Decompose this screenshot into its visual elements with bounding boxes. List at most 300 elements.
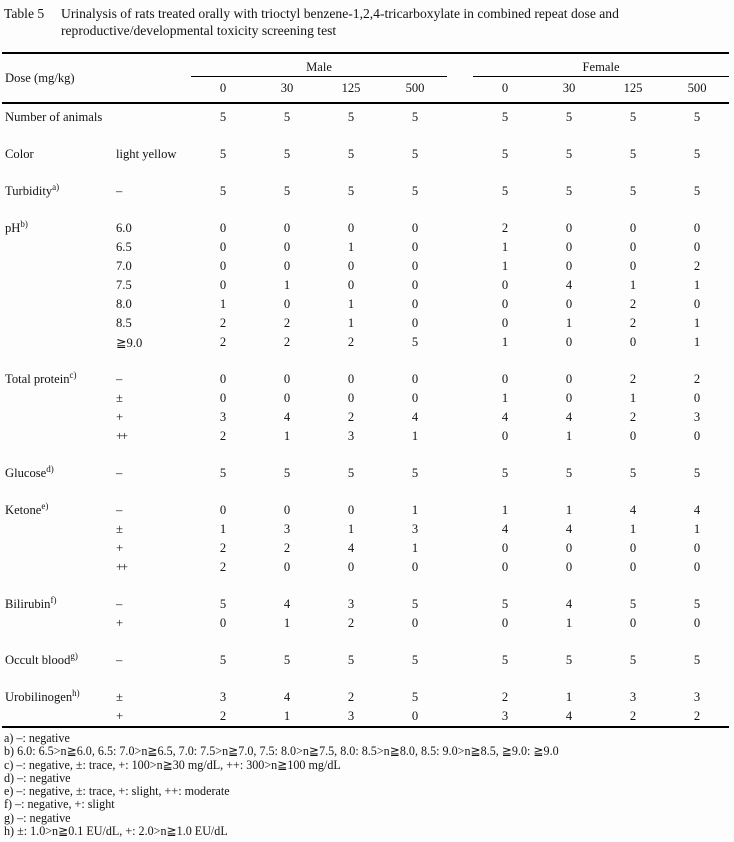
male-group-header: Male (191, 53, 447, 77)
value-cell: 3 (629, 690, 637, 704)
group-header-row (2, 53, 729, 77)
parameter-label (2, 314, 116, 333)
value-cell: 0 (283, 560, 291, 574)
value-cell: 0 (411, 372, 419, 386)
value-cell: 0 (565, 297, 573, 311)
category-label: + (116, 616, 124, 630)
category-label: ± (116, 690, 123, 704)
category-label: – (116, 466, 123, 480)
value-cell: 2 (501, 221, 509, 235)
value-cell: 0 (347, 560, 355, 574)
category-label: + (116, 541, 124, 555)
value-cell: 3 (219, 410, 227, 424)
value-cell: 0 (219, 372, 227, 386)
value-cell: 0 (501, 616, 509, 630)
parameter-label: $pH^{b)}$ (5, 218, 28, 235)
value-cell: 1 (283, 616, 291, 630)
footnote-marker: a) (52, 181, 60, 192)
value-cell: 0 (501, 372, 509, 386)
value-cell: 5 (283, 184, 291, 198)
value-cell: 2 (219, 335, 227, 349)
category-label: ++ (116, 429, 126, 443)
category-label: ± (116, 391, 123, 405)
value-cell: 0 (693, 297, 701, 311)
table-row (2, 688, 729, 707)
category-label (116, 103, 191, 127)
value-cell: 4 (283, 597, 291, 611)
value-cell: 0 (411, 560, 419, 574)
group-gap-row (2, 446, 729, 464)
table-row (2, 276, 729, 295)
value-cell: 5 (629, 653, 637, 667)
parameter-label (2, 333, 116, 352)
value-cell: 1 (283, 709, 291, 723)
value-cell: 3 (693, 410, 701, 424)
value-cell: 5 (411, 110, 419, 124)
value-cell: 2 (219, 541, 227, 555)
dose-column-header-female-30: 30 (537, 77, 601, 104)
parameter-label: Bilirubin$^{f)}$ (5, 594, 57, 611)
value-cell: 5 (347, 147, 355, 161)
value-cell: 4 (565, 410, 573, 424)
table-row (2, 219, 729, 238)
value-cell: 0 (219, 278, 227, 292)
table-row (2, 389, 729, 408)
parameter-label: Number of animals (5, 110, 103, 124)
category-label: ± (116, 522, 123, 536)
table-row (2, 427, 729, 446)
column-spacer (447, 103, 473, 127)
table-title (61, 5, 732, 39)
value-cell: 5 (219, 653, 227, 667)
value-cell: 5 (283, 653, 291, 667)
value-cell: 1 (565, 690, 573, 704)
value-cell: 0 (411, 259, 419, 273)
value-cell: 5 (411, 184, 419, 198)
parameter-label: Turbidity$^{a)}$ (5, 181, 60, 198)
value-cell: 0 (411, 709, 419, 723)
table-row (2, 295, 729, 314)
value-cell: 5 (411, 466, 419, 480)
value-cell: 0 (501, 541, 509, 555)
group-gap-row (2, 633, 729, 651)
value-cell: 0 (411, 616, 419, 630)
parameter-label: Total protein$^{c)}$ (5, 369, 77, 386)
table-row (2, 408, 729, 427)
group-gap-row (2, 352, 729, 370)
table-row (2, 651, 729, 670)
parameter-label (2, 238, 116, 257)
value-cell: 0 (629, 240, 637, 254)
column-spacer (447, 707, 473, 727)
parameter-label (2, 389, 116, 408)
parameter-label: Ketone$^{e)}$ (5, 500, 49, 517)
value-cell: 5 (693, 184, 701, 198)
value-cell: 0 (693, 429, 701, 443)
value-cell: 0 (283, 221, 291, 235)
category-label: + (116, 410, 124, 424)
value-cell: 0 (219, 616, 227, 630)
value-cell: 2 (347, 616, 355, 630)
footnote-marker: b) (20, 218, 28, 229)
table-row (2, 314, 729, 333)
value-cell: 2 (347, 690, 355, 704)
value-cell: 5 (565, 184, 573, 198)
value-cell: 0 (219, 259, 227, 273)
parameter-label (2, 408, 116, 427)
value-cell: 0 (501, 560, 509, 574)
footnote: g) –: negative (4, 810, 71, 825)
table-title-line-1: Urinalysis of rats treated orally with trioctyl benzene-1,2,4-tricarboxylate in combined repeat dose and (61, 6, 619, 21)
table-row (2, 614, 729, 633)
value-cell: 3 (693, 690, 701, 704)
value-cell: 5 (565, 110, 573, 124)
value-cell: 0 (693, 560, 701, 574)
table-row (2, 707, 729, 727)
value-cell: 4 (565, 597, 573, 611)
column-spacer (447, 182, 473, 201)
column-spacer (447, 539, 473, 558)
value-cell: 2 (219, 560, 227, 574)
table-title-line-2: reproductive/developmental toxicity screening test (61, 23, 337, 38)
group-gap-row (2, 164, 729, 182)
value-cell: 3 (347, 429, 355, 443)
footnote: c) –: negative, ±: trace, +: 100>n≧30 mg/dL, ++: 300>n≧100 mg/dL (4, 757, 341, 772)
value-cell: 1 (565, 429, 573, 443)
value-cell: 5 (283, 110, 291, 124)
value-cell: 1 (693, 335, 701, 349)
value-cell: 0 (565, 259, 573, 273)
footnote: f) –: negative, +: slight (4, 797, 115, 812)
value-cell: 4 (629, 503, 637, 517)
value-cell: 0 (629, 259, 637, 273)
value-cell: 5 (347, 184, 355, 198)
value-cell: 5 (411, 597, 419, 611)
value-cell: 1 (501, 391, 509, 405)
dose-column-header-male-125: 125 (319, 77, 383, 104)
value-cell: 5 (411, 335, 419, 349)
value-cell: 0 (693, 221, 701, 235)
value-cell: 4 (283, 410, 291, 424)
parameter-label: Glucose$^{d)}$ (5, 463, 54, 480)
value-cell: 1 (219, 522, 227, 536)
value-cell: 0 (629, 221, 637, 235)
value-cell: 2 (693, 259, 701, 273)
value-cell: 2 (219, 429, 227, 443)
value-cell: 2 (347, 410, 355, 424)
value-cell: 0 (629, 560, 637, 574)
value-cell: 1 (501, 335, 509, 349)
value-cell: 0 (693, 240, 701, 254)
value-cell: 1 (219, 297, 227, 311)
value-cell: 5 (565, 147, 573, 161)
value-cell: 0 (501, 316, 509, 330)
value-cell: 5 (219, 184, 227, 198)
value-cell: 1 (693, 316, 701, 330)
table-row (2, 558, 729, 577)
column-spacer (447, 408, 473, 427)
value-cell: 0 (411, 240, 419, 254)
column-spacer (447, 370, 473, 389)
category-label: – (116, 184, 123, 198)
value-cell: 0 (629, 541, 637, 555)
group-gap-row (2, 577, 729, 595)
category-label: ≧9.0 (116, 335, 143, 350)
dose-column-header-male-30: 30 (255, 77, 319, 104)
dose-column-header-male-0: 0 (191, 77, 255, 104)
value-cell: 3 (219, 690, 227, 704)
urinalysis-table (2, 52, 729, 728)
value-cell: 2 (629, 410, 637, 424)
column-spacer (447, 520, 473, 539)
value-cell: 0 (219, 221, 227, 235)
value-cell: 1 (411, 503, 419, 517)
value-cell: 5 (629, 110, 637, 124)
table-row (2, 520, 729, 539)
value-cell: 1 (565, 616, 573, 630)
value-cell: 1 (501, 503, 509, 517)
value-cell: 5 (411, 690, 419, 704)
category-label: – (116, 597, 123, 611)
value-cell: 4 (347, 541, 355, 555)
dose-column-header-female-500: 500 (665, 77, 729, 104)
value-cell: 5 (283, 466, 291, 480)
value-cell: 0 (411, 221, 419, 235)
value-cell: 5 (693, 147, 701, 161)
group-gap-cell (2, 633, 729, 651)
value-cell: 0 (283, 391, 291, 405)
table-row (2, 595, 729, 614)
value-cell: 5 (565, 653, 573, 667)
value-cell: 1 (629, 522, 637, 536)
value-cell: 3 (411, 522, 419, 536)
value-cell: 4 (411, 410, 419, 424)
value-cell: 5 (347, 653, 355, 667)
value-cell: 2 (283, 335, 291, 349)
value-cell: 5 (283, 147, 291, 161)
value-cell: 2 (629, 316, 637, 330)
value-cell: 5 (219, 110, 227, 124)
value-cell: 0 (693, 541, 701, 555)
category-label: light yellow (116, 147, 177, 161)
value-cell: 5 (693, 597, 701, 611)
value-cell: 2 (629, 372, 637, 386)
category-label: ++ (116, 560, 126, 574)
value-cell: 2 (347, 335, 355, 349)
value-cell: 4 (565, 278, 573, 292)
value-cell: 2 (219, 316, 227, 330)
parameter-label (2, 707, 116, 727)
value-cell: 2 (629, 297, 637, 311)
group-gap-cell (2, 352, 729, 370)
column-spacer (447, 688, 473, 707)
column-spacer (447, 501, 473, 520)
footnote-marker: c) (69, 369, 77, 380)
value-cell: 3 (347, 709, 355, 723)
value-cell: 0 (283, 240, 291, 254)
value-cell: 0 (283, 372, 291, 386)
category-label: 6.5 (116, 240, 132, 254)
value-cell: 0 (219, 391, 227, 405)
value-cell: 5 (501, 184, 509, 198)
value-cell: 2 (283, 541, 291, 555)
value-cell: 1 (693, 278, 701, 292)
value-cell: 0 (219, 240, 227, 254)
category-label: – (116, 503, 123, 517)
value-cell: 4 (283, 690, 291, 704)
value-cell: 1 (565, 316, 573, 330)
parameter-label (2, 295, 116, 314)
category-label: 8.5 (116, 316, 132, 330)
value-cell: 0 (411, 316, 419, 330)
value-cell: 0 (283, 297, 291, 311)
value-cell: 5 (501, 110, 509, 124)
value-cell: 0 (501, 429, 509, 443)
group-gap-row (2, 670, 729, 688)
value-cell: 1 (347, 240, 355, 254)
footnote-marker: f) (50, 594, 57, 605)
column-spacer (447, 389, 473, 408)
value-cell: 3 (347, 597, 355, 611)
parameter-label (2, 427, 116, 446)
parameter-label: Color (5, 147, 34, 161)
value-cell: 5 (501, 147, 509, 161)
column-spacer (447, 219, 473, 238)
value-cell: 0 (629, 616, 637, 630)
footnote: h) ±: 1.0>n≧0.1 EU/dL, +: 2.0>n≧1.0 EU/dL (4, 824, 228, 839)
footnote-marker: d) (46, 463, 54, 474)
dose-column-header-female-0: 0 (473, 77, 537, 104)
table-row (2, 145, 729, 164)
value-cell: 4 (565, 522, 573, 536)
value-cell: 0 (283, 503, 291, 517)
value-cell: 4 (501, 410, 509, 424)
table-number: Table 5 (4, 6, 45, 21)
value-cell: 4 (565, 709, 573, 723)
parameter-label (2, 520, 116, 539)
value-cell: 4 (693, 503, 701, 517)
dose-header: Dose (mg/kg) (2, 53, 191, 103)
value-cell: 1 (283, 278, 291, 292)
value-cell: 2 (501, 690, 509, 704)
category-label: + (116, 709, 124, 723)
value-cell: 1 (347, 297, 355, 311)
table-row (2, 103, 729, 127)
footnote-marker: g) (70, 650, 78, 661)
parameter-label (2, 257, 116, 276)
column-spacer (447, 651, 473, 670)
parameter-label (2, 558, 116, 577)
parameter-label: Urobilinogen$^{h)}$ (5, 687, 80, 704)
value-cell: 4 (501, 522, 509, 536)
value-cell: 0 (411, 297, 419, 311)
table-caption (4, 5, 732, 39)
value-cell: 5 (693, 110, 701, 124)
group-gap-row (2, 201, 729, 219)
column-spacer (447, 427, 473, 446)
value-cell: 5 (629, 597, 637, 611)
category-label: – (116, 653, 123, 667)
group-gap-cell (2, 201, 729, 219)
value-cell: 2 (283, 316, 291, 330)
value-cell: 0 (283, 259, 291, 273)
category-label: 8.0 (116, 297, 132, 311)
value-cell: 2 (219, 709, 227, 723)
value-cell: 0 (501, 297, 509, 311)
footnote: e) –: negative, ±: trace, +: slight, ++: moderate (4, 784, 230, 799)
group-gap-cell (2, 483, 729, 501)
value-cell: 0 (347, 372, 355, 386)
group-gap-cell (2, 127, 729, 145)
table-row (2, 333, 729, 352)
column-spacer (447, 257, 473, 276)
footnotes (4, 732, 732, 838)
group-gap-cell (2, 446, 729, 464)
value-cell: 1 (565, 503, 573, 517)
column-spacer (447, 558, 473, 577)
value-cell: 0 (347, 221, 355, 235)
value-cell: 0 (693, 616, 701, 630)
value-cell: 1 (283, 429, 291, 443)
group-gap-cell (2, 577, 729, 595)
column-spacer (447, 595, 473, 614)
value-cell: 0 (347, 259, 355, 273)
dose-column-header-female-125: 125 (601, 77, 665, 104)
parameter-label (2, 276, 116, 295)
parameter-label: Occult blood$^{g)}$ (5, 650, 78, 667)
value-cell: 5 (501, 597, 509, 611)
value-cell: 5 (501, 466, 509, 480)
group-gap-row (2, 127, 729, 145)
value-cell: 1 (411, 541, 419, 555)
value-cell: 0 (347, 391, 355, 405)
footnote-marker: h) (72, 687, 80, 698)
parameter-label (2, 539, 116, 558)
category-label: – (116, 372, 123, 386)
value-cell: 0 (629, 335, 637, 349)
table-row (2, 539, 729, 558)
group-gap-cell (2, 670, 729, 688)
value-cell: 2 (693, 709, 701, 723)
group-gap (447, 53, 473, 103)
group-gap-cell (2, 164, 729, 182)
value-cell: 3 (283, 522, 291, 536)
table-row (2, 182, 729, 201)
value-cell: 0 (693, 391, 701, 405)
column-spacer (447, 145, 473, 164)
column-spacer (447, 614, 473, 633)
category-label: 7.0 (116, 259, 132, 273)
value-cell: 1 (501, 259, 509, 273)
footnote: d) –: negative (4, 770, 71, 785)
value-cell: 5 (629, 466, 637, 480)
value-cell: 5 (629, 184, 637, 198)
value-cell: 5 (411, 653, 419, 667)
value-cell: 0 (565, 221, 573, 235)
category-label: 6.0 (116, 221, 132, 235)
category-label: 7.5 (116, 278, 132, 292)
value-cell: 1 (347, 522, 355, 536)
column-spacer (447, 464, 473, 483)
value-cell: 5 (411, 147, 419, 161)
column-spacer (447, 314, 473, 333)
value-cell: 1 (411, 429, 419, 443)
value-cell: 0 (629, 429, 637, 443)
parameter-label (2, 614, 116, 633)
group-gap-row (2, 483, 729, 501)
column-spacer (447, 276, 473, 295)
value-cell: 0 (411, 278, 419, 292)
